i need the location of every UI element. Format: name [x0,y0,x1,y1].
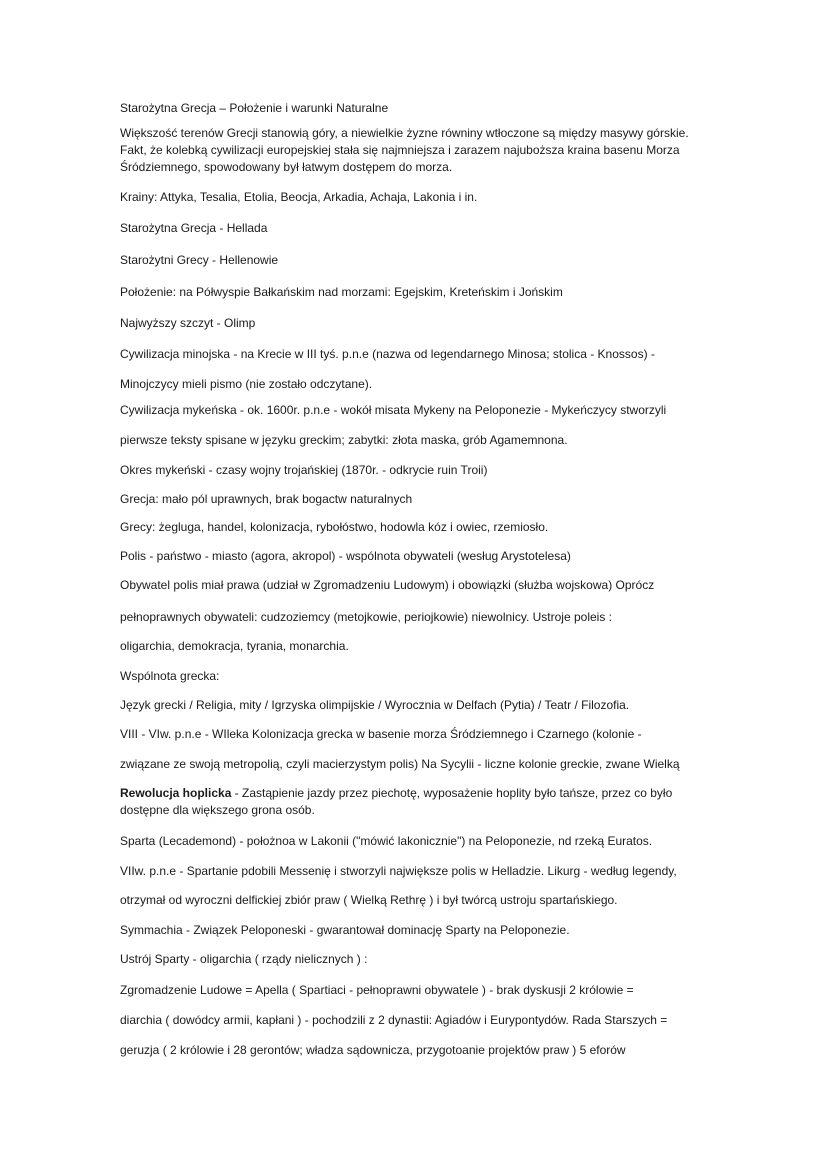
text-line: oligarchia, demokracja, tyrania, monarchia. [120,639,349,653]
text-line: Język grecki / Religia, mity / Igrzyska olimpijskie / Wyrocznia w Delfach (Pytia) / Teatr / Filozofia. [120,698,630,712]
paragraph-line: Śródziemnego, spowodowany był łatwym dostępem do morza. [120,160,453,174]
hoplite-text: - Zastąpienie jazdy przez piechotę, wyposażenie hoplity było tańsze, przez co było [231,786,673,800]
text-line: Sparta (Lecademond) - położnoa w Lakonii ("mówić lakonicznie") na Peloponezie, nd rzeką Euratos. [120,834,653,848]
text-line: Cywilizacja mykeńska - ok. 1600r. p.n.e - wokół misata Mykeny na Peloponezie - Mykeńczycy stworzyli [120,403,667,417]
text-line: Obywatel polis miał prawa (udział w Zgromadzeniu Ludowym) i obowiązki (służba wojskowa) Oprócz [120,578,655,592]
text-line: VIII - VIw. p.n.e - WIleka Kolonizacja grecka w basenie morza Śródziemnego i Czarnego (kolonie - [120,727,642,741]
text-line: VIIw. p.n.e - Spartanie pdobili Messenię i stworzyli największe polis w Helladzie. Likurg - według legendy, [120,864,677,878]
document-title: Starożytna Grecja – Położenie i warunki Naturalne [120,101,389,115]
text-line: Zgromadzenie Ludowe = Apella ( Spartiaci - pełnoprawni obywatele ) - brak dyskusji 2 królowie = [120,983,634,997]
text-line: pierwsze teksty spisane w języku greckim; zabytki: złota maska, grób Agamemnona. [120,433,568,447]
text-line: diarchia ( dowódcy armii, kapłani ) - pochodzili z 2 dynastii: Agiadów i Eurypontydów. Rada Starszych = [120,1013,668,1027]
text-line: pełnoprawnych obywateli: cudzoziemcy (metojkowie, periojkowie) niewolnicy. Ustroje poleis : [120,610,612,624]
text-line: Symmachia - Związek Peloponeski - gwarantował dominację Sparty na Peloponezie. [120,923,570,937]
text-line: Położenie: na Półwyspie Bałkańskim nad morzami: Egejskim, Kreteńskim i Jońskim [120,285,563,299]
text-line: Grecy: żegluga, handel, kolonizacja, rybołóstwo, hodowla kóz i owiec, rzemiosło. [120,520,549,534]
text-line: Grecja: mało pól uprawnych, brak bogactw naturalnych [120,492,413,506]
text-line: Polis - państwo - miasto (agora, akropol) - wspólnota obywateli (wesług Arystotelesa) [120,549,571,563]
text-line: Starożytni Grecy - Hellenowie [120,253,279,267]
hoplite-line [120,785,672,801]
text-line: Krainy: Attyka, Tesalia, Etolia, Beocja, Arkadia, Achaja, Lakonia i in. [120,190,478,204]
text-line: Starożytna Grecja - Hellada [120,221,268,235]
text-line: otrzymał od wyroczni delfickiej zbiór praw ( Wielką Rethrę ) i był twórcą ustroju spartańskiego. [120,893,618,907]
paragraph-line: Większość terenów Grecji stanowią góry, a niewielkie żyzne równiny wtłoczone są między masywy górskie. [120,126,689,140]
hoplite-heading: Rewolucja hoplicka [120,786,232,800]
text-line: Cywilizacja minojska - na Krecie w III tyś. p.n.e (nazwa od legendarnego Minosa; stolica - Knossos) - [120,347,655,361]
hoplite-line-2: dostępne dla większego grona osób. [120,803,315,817]
text-line: Minojczycy mieli pismo (nie zostało odczytane). [120,377,373,391]
text-line: Wspólnota grecka: [120,669,220,683]
paragraph-line: Fakt, że kolebką cywilizacji europejskiej stała się najmniejsza i zarazem najuboższa kraina basenu Morza [120,143,680,157]
text-line: Najwyższy szczyt - Olimp [120,316,256,330]
text-line: Okres mykeński - czasy wojny trojańskiej (1870r. - odkrycie ruin Troii) [120,463,488,477]
text-line: związane ze swoją metropolią, czyli macierzystym polis) Na Sycylii - liczne kolonie greckie, zwane Wielką [120,757,680,771]
text-line: Ustrój Sparty - oligarchia ( rządy nielicznych ) : [120,952,368,966]
text-line: geruzja ( 2 królowie i 28 gerontów; władza sądownicza, przygotoanie projektów praw ) 5 eforów [120,1043,626,1057]
